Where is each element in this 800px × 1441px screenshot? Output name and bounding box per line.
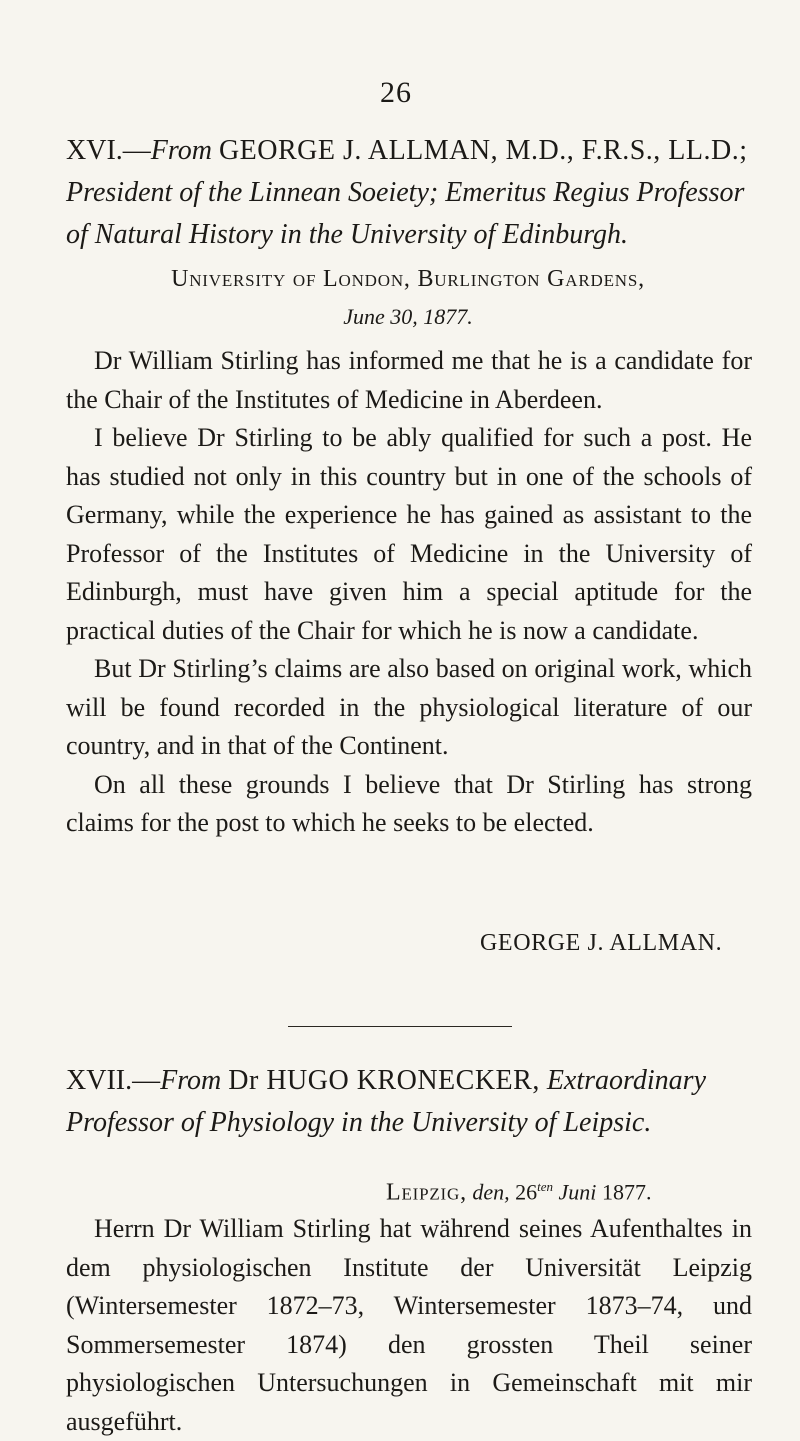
letter-xvii-body	[66, 1210, 752, 1441]
letter-xvi-author-name: GEORGE J. ALLMAN, M.D., F.R.S., LL.D.;	[218, 135, 748, 166]
letter-xvii-author-name: Dr HUGO KRONECKER,	[228, 1065, 540, 1096]
letter-xvi-paragraph-3: But Dr Stirling’s claims are also based on original work, which will be found recorded in the physiological literature of our country, and in that of the Continent.	[66, 654, 752, 760]
letter-xvi-address	[66, 260, 750, 336]
letter-xvi-date: June 30, 1877.	[343, 304, 473, 329]
letter-xvi-signature: GEORGE J. ALLMAN.	[480, 930, 723, 956]
letter-xvii-number: XVII.—	[66, 1065, 161, 1096]
letter-xvi-heading	[66, 130, 750, 256]
letter-xvi-address-line: University of London, Burlington Gardens,	[171, 266, 645, 292]
letter-xvi-number: XVI.—	[66, 135, 151, 166]
letter-xvii-paragraph: Herrn Dr William Stirling hat während seines Aufenthaltes in dem physiologischen Institute der Universität Leipzig (Wintersemester 1872–73, Wintersemester 1873–74, und Sommersemester 1874) den grossten Theil seiner physiologischen Untersuchungen in Gemeinschaft mit mir ausgeführt.	[66, 1214, 752, 1436]
letter-xvii-day: 26	[515, 1179, 538, 1205]
letter-xvi-body	[66, 342, 752, 843]
letter-xvi-paragraph-1: Dr William Stirling has informed me that he is a candidate for the Chair of the Institutes of Medicine in Aberdeen.	[66, 346, 752, 414]
letter-xvii-place: Leipzig,	[386, 1179, 467, 1206]
letter-xvii-den: den,	[472, 1179, 510, 1205]
letter-xvii-author-title-1: Extraordinary	[546, 1065, 706, 1096]
letter-xvii-dateline	[66, 1168, 750, 1211]
section-divider	[288, 1026, 512, 1027]
letter-xvii-heading	[66, 1060, 750, 1144]
letter-xvii-month: Juni	[558, 1179, 597, 1205]
letter-xvi-author-title-1: President of the Linnean Soeiety; Emeritus Regius Professor	[66, 177, 745, 208]
letter-xvi-from: From	[150, 135, 212, 166]
letter-xvii-author-title-2: Professor of Physiology in the University of Leipsic.	[66, 1107, 652, 1138]
letter-xvi-author-title-2: of Natural History in the University of Edinburgh.	[66, 219, 629, 250]
letter-xvii-from: From	[160, 1065, 222, 1096]
letter-xvi-paragraph-2: I believe Dr Stirling to be ably qualified for such a post. He has studied not only in this country but in one of the schools of Germany, while the experience he has gained as assistant to the Professor of the Institutes of Medicine in the University of Edinburgh, must have given him a special aptitude for the practical duties of the Chair for which he is now a candidate.	[66, 423, 752, 645]
letter-xvi-paragraph-4: On all these grounds I believe that Dr Stirling has strong claims for the post to which he seeks to be elected.	[66, 769, 752, 837]
letter-xvii-day-suffix: ten	[537, 1179, 554, 1194]
letter-xvii-year: 1877.	[601, 1179, 652, 1205]
page-number: 26	[380, 76, 412, 109]
